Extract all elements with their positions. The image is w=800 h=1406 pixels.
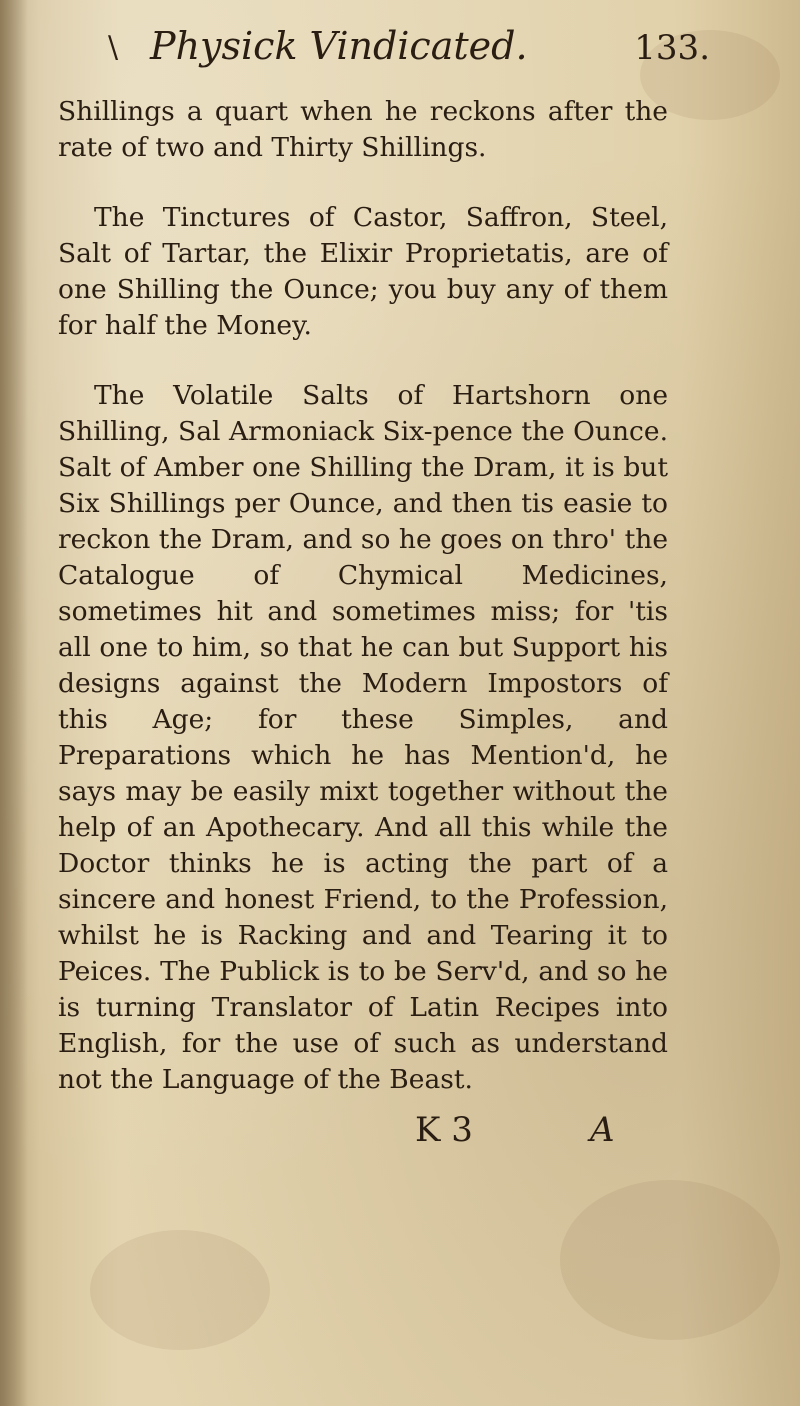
paper-stain <box>560 1180 780 1340</box>
ornament-mark: \ <box>108 30 119 65</box>
paragraph: Shillings a quart when he reckons after the rate of two and Thirty Shillings. <box>58 96 668 163</box>
paper-stain <box>90 1230 270 1350</box>
page-header <box>108 24 710 84</box>
signature-mark: K 3 <box>415 1110 473 1150</box>
paragraph: The Volatile Salts of Hartshorn one Shilling, Sal Armoniack Six-pence the Ounce. Salt of Amber one Shilling the Dram, it is but Six Shillings per Ounce, and then tis easie to reckon the Dram, and so he goes on thro' the Catalogue of Chymical Medicines, sometimes hit and sometimes miss; for 'tis all one to him, so that he can but Support his designs against the Modern Impostors of this Age; for these Simples, and Preparations which he has Mention'd, he says may be easily mixt together without the help of an Apothecary. And all this while the Doctor thinks he is acting the part of a sincere and honest Friend, to the Profession, whilst he is Racking and and Tearing it to Peices. The Publick is to be Serv'd, and so he is turning Translator of Latin Recipes into English, for the use of such as understand not the Language of the Beast. <box>58 380 668 1095</box>
body-text <box>58 94 668 1132</box>
running-title: Physick Vindicated. <box>150 24 528 68</box>
page-number: 133. <box>634 28 710 68</box>
catchword: A <box>590 1110 615 1150</box>
page-gutter <box>0 0 28 1406</box>
page-footer <box>0 1110 800 1160</box>
paragraph: The Tinctures of Castor, Saffron, Steel, Salt of Tartar, the Elixir Proprietatis, are of one Shilling the Ounce; you buy any of them for half the Money. <box>58 202 668 341</box>
